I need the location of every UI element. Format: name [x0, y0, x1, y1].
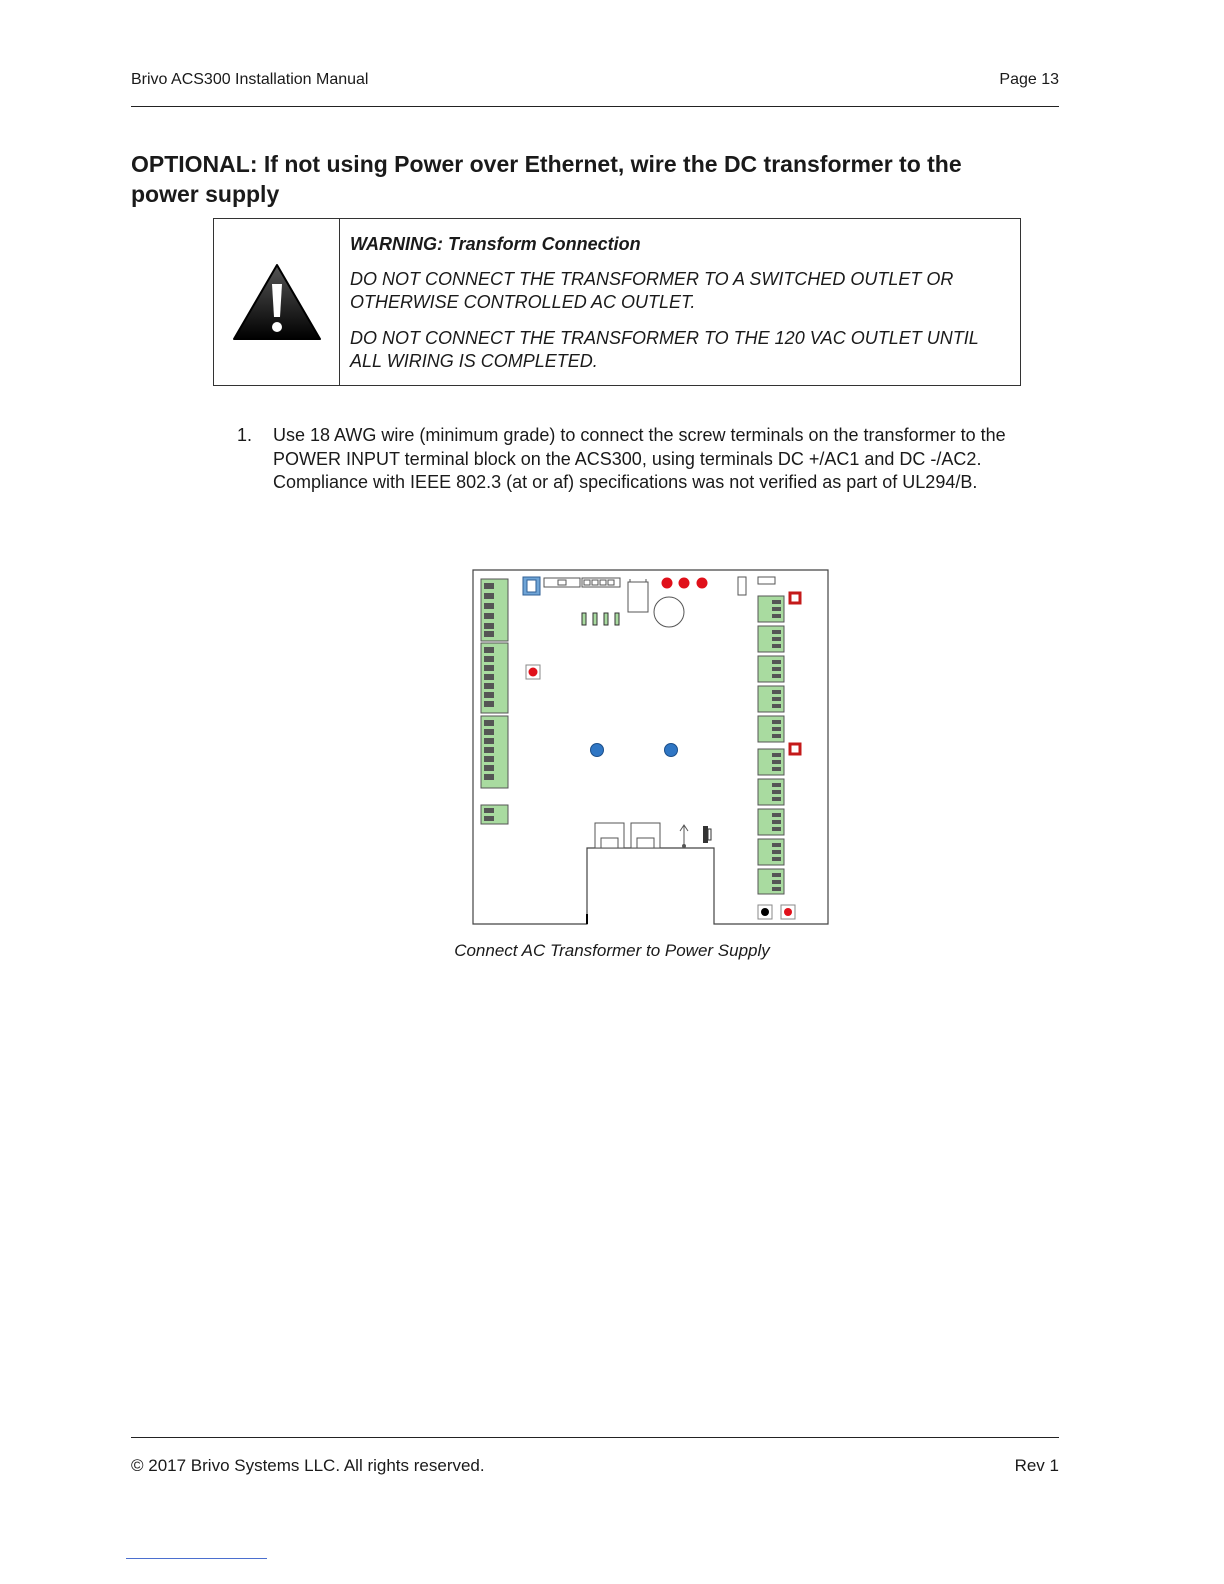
footer-link-line — [126, 1558, 267, 1559]
step-text: Use 18 AWG wire (minimum grade) to connect the screw terminals on the transformer to the POWER INPUT terminal block on the ACS300, using terminals DC +/AC1 and DC -/AC2. Compliance with IEEE 802.3 (at or af) specifications was not verified as part of UL294/B. — [273, 425, 1006, 492]
step-number: 1. — [237, 425, 253, 445]
left-terminal-block-1 — [481, 579, 508, 641]
dip-switch — [544, 578, 620, 587]
header-rule — [131, 106, 1059, 107]
page-footer — [131, 1456, 1059, 1476]
left-terminal-block-2 — [481, 643, 508, 713]
standoff-right — [665, 744, 678, 757]
micro-connector — [703, 826, 711, 843]
revision: Rev 1 — [1014, 1456, 1059, 1475]
figure-caption: Connect AC Transformer to Power Supply — [454, 941, 770, 960]
footer-rule — [131, 1437, 1059, 1438]
power-input-terminal-block — [481, 805, 508, 824]
warning-triangle-icon — [232, 262, 322, 342]
warning-icon-cell — [214, 219, 340, 385]
jumper — [738, 577, 746, 595]
warning-box — [213, 218, 1021, 386]
warning-title: WARNING: Transform Connection — [350, 234, 641, 254]
coin-battery — [654, 597, 684, 627]
left-terminal-block-3 — [481, 716, 508, 788]
page-number: Page 13 — [999, 71, 1059, 88]
warning-line-1: DO NOT CONNECT THE TRANSFORMER TO A SWITCHED OUTLET OR OTHERWISE CONTROLLED AC OUTLET. — [350, 269, 954, 312]
warning-line-2: DO NOT CONNECT THE TRANSFORMER TO THE 120 VAC OUTLET UNTIL ALL WIRING IS COMPLETED. — [350, 328, 979, 371]
page-header — [131, 71, 1059, 89]
standoff-left — [591, 744, 604, 757]
blue-connector — [523, 577, 540, 595]
section-title: OPTIONAL: If not using Power over Ethernet, wire the DC transformer to the power supply — [131, 151, 962, 207]
top-right-pad — [758, 577, 775, 584]
chip — [628, 579, 648, 612]
copyright: © 2017 Brivo Systems LLC. All rights reserved. — [131, 1456, 485, 1475]
warning-text — [350, 233, 1010, 386]
acs300-board-diagram — [472, 569, 832, 929]
doc-title: Brivo ACS300 Installation Manual — [131, 71, 369, 88]
status-leds — [662, 578, 708, 589]
